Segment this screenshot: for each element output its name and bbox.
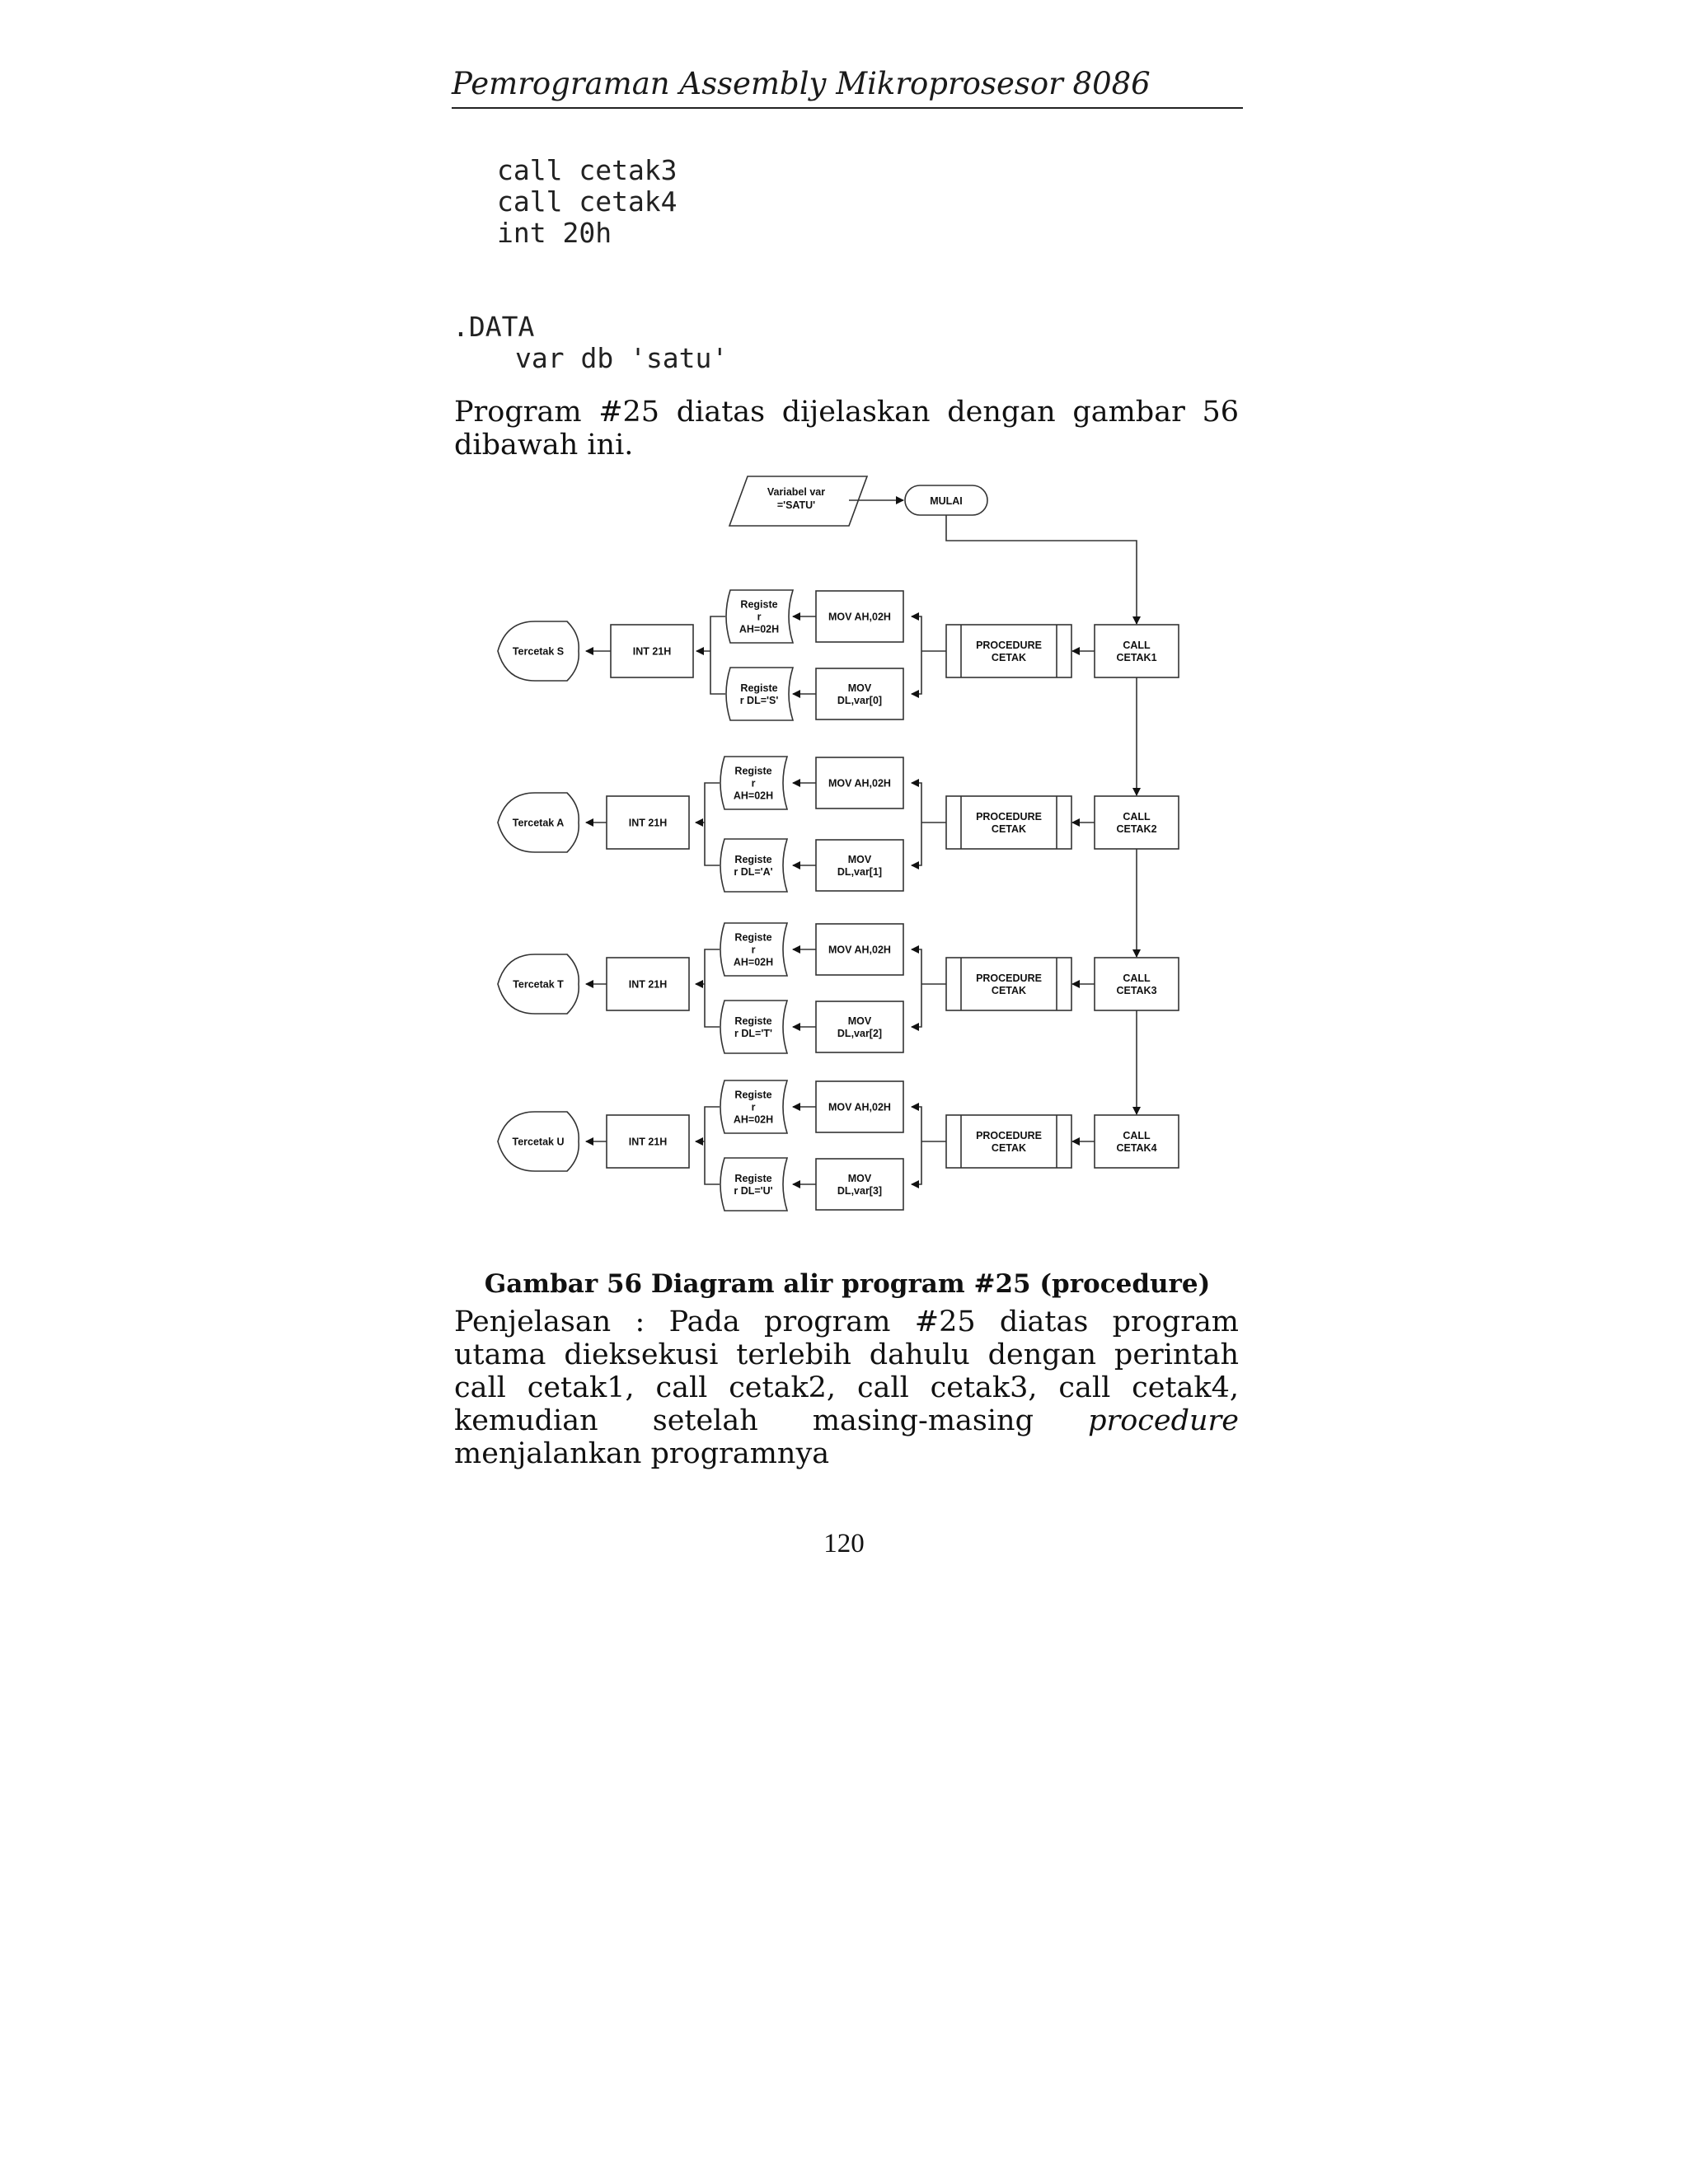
header-title: Pemrograman Assembly Mikroprosesor 8086 (452, 66, 1151, 101)
code-line-var-db: var db 'satu' (515, 342, 729, 374)
call-cetak3-label-line2: CETAK3 (1116, 985, 1157, 996)
procedure1-to-mov-dl-arrow (912, 651, 921, 694)
call-cetak2-label-line1: CALL (1123, 811, 1151, 823)
mov-dl-label-4-line1: MOV (847, 1173, 872, 1184)
procedure-cetak2-box (946, 796, 1071, 849)
register-ah-label-4-line1: Registe (734, 1089, 772, 1101)
procedure3-to-mov-dl-arrow (912, 984, 921, 1027)
output-label-2-line1: Tercetak A (512, 817, 565, 829)
call-cetak4-label-line1: CALL (1123, 1130, 1151, 1141)
procedure-cetak1-label-line1: PROCEDURE (976, 640, 1042, 651)
register-dl-shape-1 (726, 668, 793, 720)
call-cetak4-box (1095, 1115, 1179, 1168)
register-dl-shape-4 (720, 1158, 787, 1211)
register-dl-shape-2 (720, 839, 787, 892)
mov-dl-label-1-line2: DL,var[0] (837, 695, 883, 706)
registers-join-bracket-3 (705, 949, 720, 1027)
call-cetak1-label-line1: CALL (1123, 640, 1151, 651)
int21h-label-3-line1: INT 21H (628, 978, 668, 991)
explanation-text-before: Penjelasan : Pada program #25 diatas program utama dieksekusi terlebih dahulu dengan perintah call cetak1, call cetak2, call cetak3, call cetak4, kemudian setelah masing-masing (454, 1305, 1239, 1437)
registers-join-bracket-2 (705, 783, 720, 865)
procedure1-to-mov-ah-arrow (912, 616, 921, 651)
procedure4-to-mov-dl-arrow (912, 1141, 921, 1184)
registers-join-bracket-4 (705, 1107, 720, 1184)
register-dl-label-4-line2: r DL='U' (734, 1185, 773, 1197)
procedure3-to-mov-ah-arrow (912, 949, 921, 984)
mov-dl-box-4 (816, 1159, 903, 1210)
mov-dl-label-2-line1: MOV (847, 854, 872, 865)
register-dl-label-4-line1: Registe (734, 1173, 772, 1184)
register-ah-label-3-line1: Registe (734, 931, 772, 944)
code-line-data-directive: .DATA (452, 311, 535, 343)
register-ah-label-3-line3: AH=02H (733, 956, 774, 968)
procedure2-to-mov-ah-arrow (912, 783, 921, 823)
output-label-4-line1: Tercetak U (512, 1136, 565, 1148)
procedure2-to-mov-dl-arrow (912, 823, 921, 865)
input-label-line1: Variabel var (767, 486, 826, 498)
mov-ah-label-2-line1: MOV AH,02H (828, 777, 891, 790)
page-number: 120 (823, 1529, 865, 1558)
code-line-int-20h: int 20h (497, 217, 612, 249)
register-ah-label-4-line3: AH=02H (733, 1113, 774, 1126)
call-cetak2-label-line2: CETAK2 (1116, 823, 1157, 835)
register-dl-label-3-line2: r DL='T' (734, 1028, 772, 1039)
register-dl-label-1-line1: Registe (740, 682, 778, 694)
code-line-call-cetak3: call cetak3 (497, 154, 678, 186)
intro-text: Program #25 diatas dijelaskan dengan gambar 56 dibawah ini. (454, 396, 1239, 462)
output-label-1-line1: Tercetak S (512, 645, 565, 658)
mov-ah-label-4-line1: MOV AH,02H (828, 1101, 891, 1113)
start-to-call1-line (946, 515, 1137, 624)
mov-ah-label-1-line1: MOV AH,02H (828, 611, 891, 623)
call-cetak1-label-line2: CETAK1 (1116, 652, 1157, 663)
mov-dl-box-3 (816, 1001, 903, 1052)
register-ah-label-1-line2: r (757, 611, 762, 623)
int21h-label-2-line1: INT 21H (628, 817, 668, 829)
procedure4-to-mov-ah-arrow (912, 1107, 921, 1141)
register-ah-label-4-line2: r (751, 1101, 756, 1113)
call-cetak3-box (1095, 958, 1179, 1010)
explanation-text-after: menjalankan programnya (454, 1437, 830, 1470)
register-ah-label-2-line1: Registe (734, 765, 772, 777)
register-ah-label-2-line2: r (751, 777, 756, 790)
mov-dl-label-1-line1: MOV (847, 682, 872, 694)
register-ah-label-1-line3: AH=02H (738, 623, 780, 635)
explanation-italic-term: procedure (1088, 1404, 1239, 1437)
procedure-cetak2-label-line1: PROCEDURE (976, 811, 1042, 823)
call-cetak4-label-line2: CETAK4 (1116, 1142, 1157, 1154)
register-ah-label-1-line1: Registe (740, 598, 778, 611)
int21h-label-4-line1: INT 21H (628, 1136, 668, 1148)
mov-dl-label-3-line2: DL,var[2] (837, 1028, 883, 1039)
register-dl-label-1-line2: r DL='S' (739, 695, 779, 706)
start-label: MULAI (930, 495, 963, 507)
procedure-cetak1-label-line2: CETAK (991, 652, 1027, 663)
mov-dl-label-2-line2: DL,var[1] (837, 866, 883, 878)
mov-dl-box-1 (816, 668, 903, 719)
procedure-cetak4-box (946, 1115, 1071, 1168)
procedure-cetak3-label-line1: PROCEDURE (976, 972, 1042, 984)
figure-caption: Gambar 56 Diagram alir program #25 (procedure) (484, 1269, 1211, 1299)
output-label-3-line1: Tercetak T (513, 978, 564, 991)
procedure-cetak4-label-line2: CETAK (991, 1142, 1027, 1154)
mov-ah-label-3-line1: MOV AH,02H (828, 944, 891, 956)
register-dl-label-3-line1: Registe (734, 1015, 772, 1027)
register-ah-label-3-line2: r (751, 944, 756, 956)
procedure-cetak3-label-line2: CETAK (991, 985, 1027, 996)
registers-join-bracket-1 (710, 616, 725, 694)
procedure-cetak3-box (946, 958, 1071, 1010)
register-dl-shape-3 (720, 1001, 787, 1053)
call-cetak3-label-line1: CALL (1123, 972, 1151, 984)
call-cetak1-box (1095, 625, 1179, 677)
mov-dl-label-3-line1: MOV (847, 1015, 872, 1027)
int21h-label-1-line1: INT 21H (632, 645, 672, 658)
procedure-cetak2-label-line2: CETAK (991, 823, 1027, 835)
procedure-cetak4-label-line1: PROCEDURE (976, 1130, 1042, 1141)
code-line-call-cetak4: call cetak4 (497, 185, 678, 218)
register-dl-label-2-line2: r DL='A' (734, 866, 773, 878)
procedure-cetak1-box (946, 625, 1071, 677)
mov-dl-box-2 (816, 840, 903, 891)
input-label-line2: ='SATU' (776, 499, 816, 511)
register-ah-label-2-line3: AH=02H (733, 790, 774, 802)
register-dl-label-2-line1: Registe (734, 854, 772, 865)
call-cetak2-box (1095, 796, 1179, 849)
explanation-paragraph (454, 1305, 1239, 1470)
mov-dl-label-4-line2: DL,var[3] (837, 1185, 883, 1197)
